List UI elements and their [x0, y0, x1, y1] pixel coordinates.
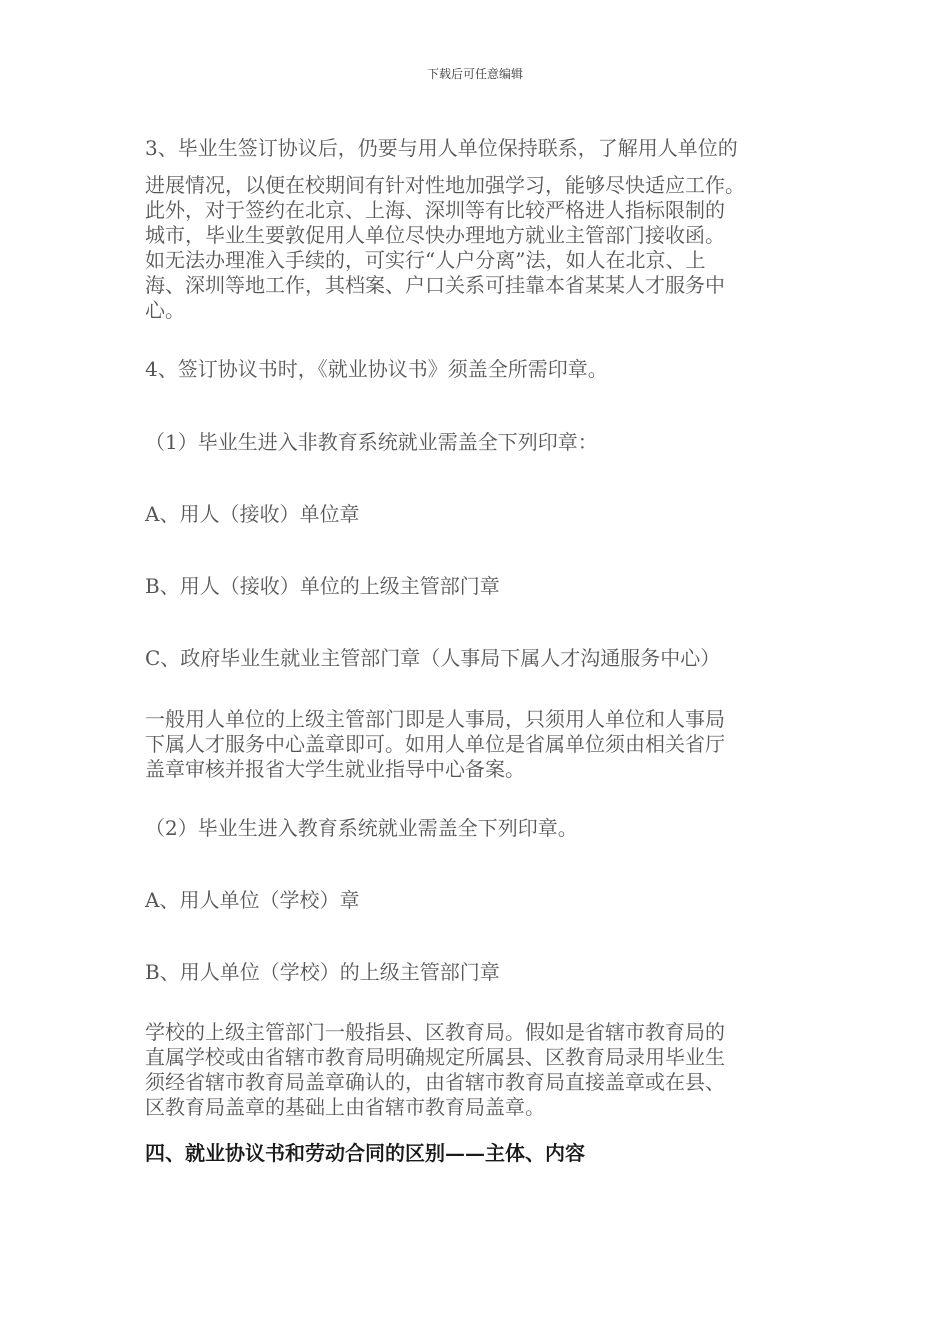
paragraph-line: 城市，毕业生要敦促用人单位尽快办理地方就业主管部门接收函。 — [145, 223, 725, 247]
paragraph-item-3 — [145, 136, 815, 323]
paragraph-item-4: 4、签订协议书时，《就业协议书》须盖全所需印章。 — [145, 357, 608, 381]
note-paragraph-1 — [145, 707, 815, 782]
page-header: 下载后可任意编辑 — [426, 67, 523, 81]
subsection-1-title: （1）毕业生进入非教育系统就业需盖全下列印章： — [145, 430, 598, 454]
paragraph-line: 海、深圳等地工作，其档案、户口关系可挂靠本省某某人才服务中 — [145, 273, 725, 297]
paragraph-line: 如无法办理准入手续的，可实行“人户分离”法，如人在北京、上 — [145, 248, 706, 272]
paragraph-line: 进展情况，以便在校期间有针对性地加强学习，能够尽快适应工作。 — [145, 173, 745, 197]
paragraph-line: 直属学校或由省辖市教育局明确规定所属县、区教育局录用毕业生 — [145, 1045, 725, 1069]
paragraph-line: 3、毕业生签订协议后，仍要与用人单位保持联系，了解用人单位的 — [145, 136, 738, 160]
list-item: B、用人（接收）单位的上级主管部门章 — [145, 574, 500, 598]
paragraph-line: 盖章审核并报省大学生就业指导中心备案。 — [145, 757, 525, 781]
list-item: C、政府毕业生就业主管部门章（人事局下属人才沟通服务中心） — [145, 646, 721, 670]
paragraph-line: 心。 — [145, 298, 185, 322]
list-item: B、用人单位（学校）的上级主管部门章 — [145, 960, 500, 984]
list-item: A、用人单位（学校）章 — [145, 888, 360, 912]
paragraph-line: 一般用人单位的上级主管部门即是人事局，只须用人单位和人事局 — [145, 707, 725, 731]
paragraph-line: 须经省辖市教育局盖章确认的，由省辖市教育局直接盖章或在县、 — [145, 1070, 725, 1094]
paragraph-line: 此外，对于签约在北京、上海、深圳等有比较严格进人指标限制的 — [145, 198, 725, 222]
paragraph-line: 区教育局盖章的基础上由省辖市教育局盖章。 — [145, 1095, 545, 1119]
note-paragraph-2 — [145, 1020, 815, 1120]
paragraph-line: 下属人才服务中心盖章即可。如用人单位是省属单位须由相关省厅 — [145, 732, 725, 756]
subsection-2-title: （2）毕业生进入教育系统就业需盖全下列印章。 — [145, 816, 578, 840]
list-item: A、用人（接收）单位章 — [145, 502, 360, 526]
section-heading: 四、就业协议书和劳动合同的区别——主体、内容 — [145, 1141, 585, 1165]
paragraph-line: 学校的上级主管部门一般指县、区教育局。假如是省辖市教育局的 — [145, 1020, 725, 1044]
